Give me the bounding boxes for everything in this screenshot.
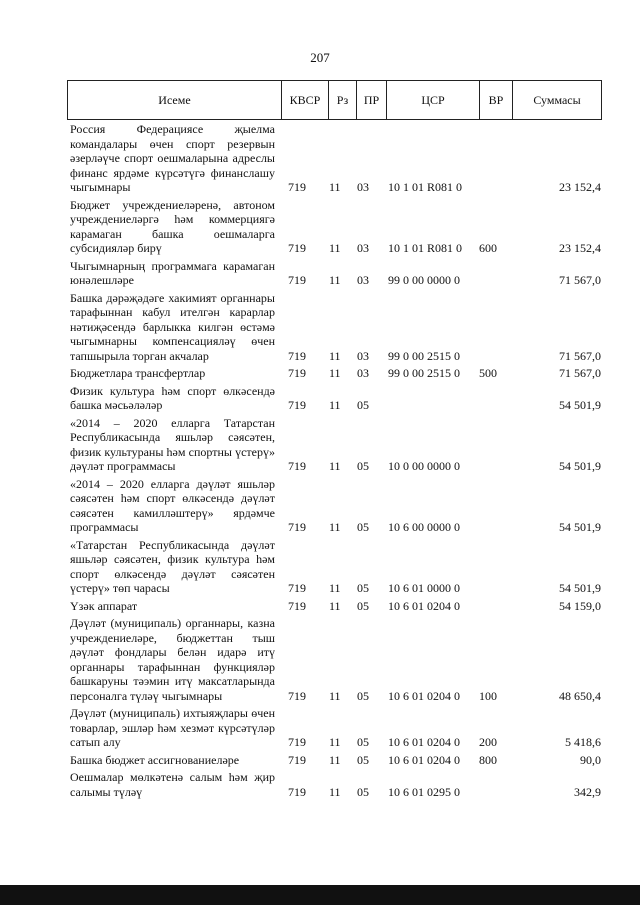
row-csr: 10 6 01 0295 0	[388, 784, 460, 799]
row-name: Физик культура һәм спорт өлкәсендә башка мәсьәләләр	[70, 383, 275, 412]
row-rz: 11	[329, 459, 341, 473]
row-pr: 03	[357, 180, 369, 194]
table-row	[67, 599, 607, 614]
header-rz: Рз	[328, 81, 356, 119]
row-sum: 23 152,4	[559, 241, 601, 255]
row-sum: 90,0	[580, 752, 601, 767]
table-row	[67, 366, 607, 381]
row-sum: 342,9	[574, 784, 601, 799]
row-csr: 10 1 01 R081 0	[388, 180, 463, 194]
table-row	[67, 538, 607, 596]
row-vr: 800	[479, 752, 497, 767]
row-rz: 11	[329, 180, 341, 194]
row-rz: 11	[329, 520, 341, 534]
table-row	[67, 416, 607, 474]
row-name: «2014 – 2020 елларга дәүләт яшьләр сәясәтен һәм спорт өлкәсендә дәүләт сәясәтен камилләштерү» ярдәмче программасы	[70, 476, 275, 534]
budget-table-body	[67, 122, 607, 802]
row-kvsr: 719	[288, 581, 306, 595]
row-vr: 200	[479, 735, 497, 749]
table-header	[67, 80, 602, 120]
row-name: Бюджетлара трансфертлар	[70, 366, 206, 380]
row-kvsr: 719	[288, 688, 306, 703]
table-row	[67, 259, 607, 288]
row-pr: 03	[357, 348, 369, 363]
row-kvsr: 719	[288, 241, 306, 255]
row-name: Башка дәрәҗәдәге хакимият органнары тарафыннан кабул ителгән карарлар нәтиҗәсендә барлыкка килгән өстәмә чыгымнарны компенсацияләү өчен тапшырыла торган акчалар	[70, 290, 275, 363]
row-rz: 11	[329, 348, 341, 363]
row-name: «Татарстан Республикасында дәүләт яшьләр сәясәтен, физик культура һәм спорт өлкәсендә дәүләт сәясәтен үстерү» төп чарасы	[70, 537, 275, 595]
row-name: Дәүләт (муниципаль) ихтыяҗлары өчен товарлар, эшләр һәм хезмәт күрсәтүләр сатып алу	[70, 706, 275, 749]
row-rz: 11	[329, 735, 341, 749]
table-row	[67, 122, 607, 195]
row-csr: 99 0 00 0000 0	[388, 273, 460, 287]
row-kvsr: 719	[288, 180, 306, 194]
header-pr: ПР	[356, 81, 386, 119]
row-rz: 11	[329, 752, 341, 767]
row-pr: 05	[357, 598, 369, 613]
row-name: «2014 – 2020 елларга Татарстан Республикасында яшьләр сәясәтен, физик культураны һәм спортны үстерү» дәүләт программасы	[70, 415, 275, 473]
row-name: Россия Федерациясе җыелма командалары өчен спорт резервын әзерләүче спорт оешмаларына адреслы финанс ярдәме күрсәтүгә финанслашу чыгымнары	[70, 122, 275, 194]
row-kvsr: 719	[288, 398, 306, 412]
row-sum: 54 501,9	[559, 581, 601, 595]
row-pr: 05	[357, 784, 369, 799]
row-kvsr: 719	[288, 598, 306, 613]
row-csr: 10 6 01 0204 0	[388, 688, 460, 703]
table-row	[67, 706, 607, 750]
header-name: Исеме	[158, 93, 191, 107]
row-rz: 11	[329, 273, 341, 287]
table-row	[67, 384, 607, 413]
row-csr: 10 6 01 0000 0	[388, 581, 460, 595]
row-vr: 100	[479, 688, 497, 703]
row-name: Оешмалар мөлкәтенә салым һәм җир салымы түләү	[70, 770, 275, 799]
table-row	[67, 616, 607, 703]
row-sum: 54 501,9	[559, 459, 601, 473]
scan-bottom-edge	[0, 885, 640, 905]
page-number: 207	[310, 50, 330, 65]
header-kvsr: КВСР	[281, 81, 328, 119]
row-rz: 11	[329, 398, 341, 412]
row-pr: 05	[357, 520, 369, 534]
row-sum: 5 418,6	[565, 735, 601, 749]
row-kvsr: 719	[288, 520, 306, 534]
row-pr: 05	[357, 735, 369, 749]
row-name: Чыгымнарның программага карамаган юнәлешләре	[70, 258, 275, 287]
row-sum: 54 159,0	[559, 598, 601, 613]
row-pr: 03	[357, 241, 369, 255]
table-row	[67, 770, 607, 799]
row-rz: 11	[329, 784, 341, 799]
row-sum: 71 567,0	[559, 348, 601, 363]
row-pr: 05	[357, 581, 369, 595]
table-row	[67, 753, 607, 768]
row-sum: 71 567,0	[559, 366, 601, 380]
row-csr: 10 6 01 0204 0	[388, 752, 460, 767]
header-csr: ЦСР	[386, 81, 479, 119]
row-name: Башка бюджет ассигнованиеләре	[70, 752, 240, 767]
row-rz: 11	[329, 366, 341, 380]
row-pr: 05	[357, 688, 369, 703]
row-rz: 11	[329, 598, 341, 613]
row-name: Үзәк аппарат	[70, 598, 138, 613]
row-rz: 11	[329, 581, 341, 595]
row-name: Дәүләт (муниципаль) органнары, казна учреждениеләре, бюджеттан тыш дәүләт фондлары белән идарә итү органнары тарафыннан функцияләр башкаруны тәэмин итү максатларында персоналга түләү чыгымнары	[70, 616, 275, 703]
row-csr: 10 6 00 0000 0	[388, 520, 460, 534]
row-sum: 71 567,0	[559, 273, 601, 287]
row-csr: 10 6 01 0204 0	[388, 735, 460, 749]
row-csr: 10 0 00 0000 0	[388, 459, 460, 473]
row-kvsr: 719	[288, 366, 306, 380]
row-pr: 05	[357, 752, 369, 767]
row-sum: 54 501,9	[559, 398, 601, 412]
row-sum: 48 650,4	[559, 688, 601, 703]
row-csr: 99 0 00 2515 0	[388, 348, 460, 363]
row-pr: 03	[357, 273, 369, 287]
row-kvsr: 719	[288, 784, 306, 799]
row-kvsr: 719	[288, 459, 306, 473]
table-row	[67, 477, 607, 535]
header-vr: ВР	[479, 81, 512, 119]
table-row	[67, 198, 607, 256]
row-csr: 99 0 00 2515 0	[388, 366, 460, 380]
row-csr: 10 1 01 R081 0	[388, 241, 463, 255]
table-row	[67, 291, 607, 364]
row-sum: 23 152,4	[559, 180, 601, 194]
row-rz: 11	[329, 688, 341, 703]
row-pr: 05	[357, 459, 369, 473]
row-vr: 600	[479, 241, 497, 255]
row-csr: 10 6 01 0204 0	[388, 598, 460, 613]
row-kvsr: 719	[288, 752, 306, 767]
row-kvsr: 719	[288, 735, 306, 749]
row-kvsr: 719	[288, 348, 306, 363]
row-rz: 11	[329, 241, 341, 255]
row-sum: 54 501,9	[559, 520, 601, 534]
row-kvsr: 719	[288, 273, 306, 287]
row-pr: 05	[357, 398, 369, 412]
row-name: Бюджет учреждениеләренә, автоном учреждениеләргә һәм коммерциягә карамаган башка оешмаларга субсидияләр бирү	[70, 197, 275, 255]
row-pr: 03	[357, 366, 369, 380]
header-sum: Суммасы	[512, 81, 601, 119]
row-vr: 500	[479, 366, 497, 380]
